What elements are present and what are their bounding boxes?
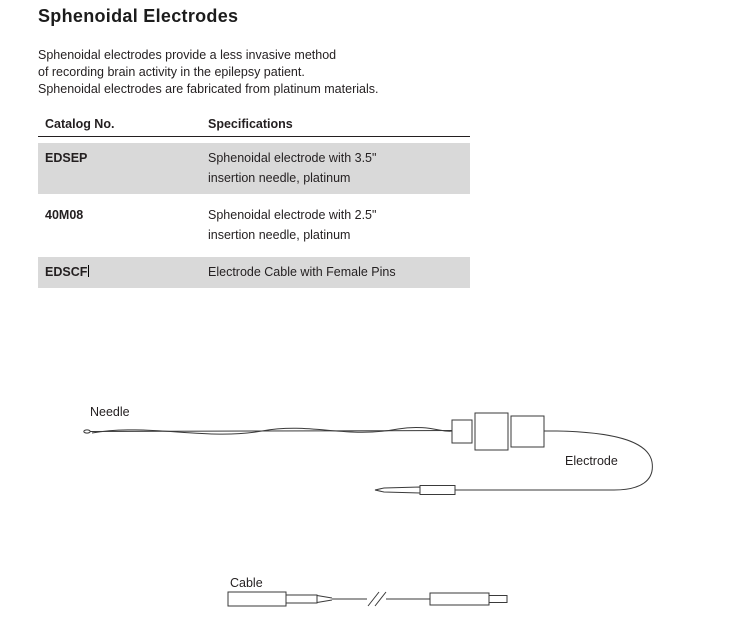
cable-sleeve-left: [286, 595, 317, 603]
spec-line: Electrode Cable with Female Pins: [208, 265, 396, 279]
cable-break-marks: [368, 592, 386, 606]
cable-tip: [489, 596, 507, 603]
connector-block-right: [511, 416, 544, 447]
catalog-number: EDSCF: [45, 265, 88, 279]
intro-line: Sphenoidal electrodes are fabricated from platinum materials.: [38, 82, 379, 96]
catalog-number: EDSEP: [45, 151, 88, 165]
spec-line: insertion needle, platinum: [208, 171, 351, 185]
catalog-number: 40M08: [45, 208, 84, 222]
needle-eye: [84, 430, 90, 433]
spec-line: insertion needle, platinum: [208, 228, 351, 242]
spec-line: Sphenoidal electrode with 2.5": [208, 208, 377, 222]
cable-connector-left: [228, 592, 286, 606]
cable-connector-right: [430, 593, 489, 605]
header-catalog-no: Catalog No.: [45, 117, 115, 131]
intro-line: Sphenoidal electrodes provide a less invasive method: [38, 48, 337, 62]
cable-taper: [317, 596, 332, 603]
spec-line: Sphenoidal electrode with 3.5": [208, 151, 377, 165]
cable-label: Cable: [230, 576, 263, 590]
needle-label: Needle: [90, 405, 130, 419]
connector-block-large: [475, 413, 508, 450]
electrode-pin-body: [420, 486, 455, 495]
connector-block-small: [452, 420, 472, 443]
header-specifications: Specifications: [208, 117, 293, 131]
intro-line: of recording brain activity in the epilepsy patient.: [38, 65, 305, 79]
needle-shaft: [90, 431, 452, 432]
electrode-pin-tip: [375, 487, 420, 493]
page-title: Sphenoidal Electrodes: [38, 6, 239, 26]
electrode-label: Electrode: [565, 454, 618, 468]
electrode-lead-wire: [455, 431, 652, 490]
